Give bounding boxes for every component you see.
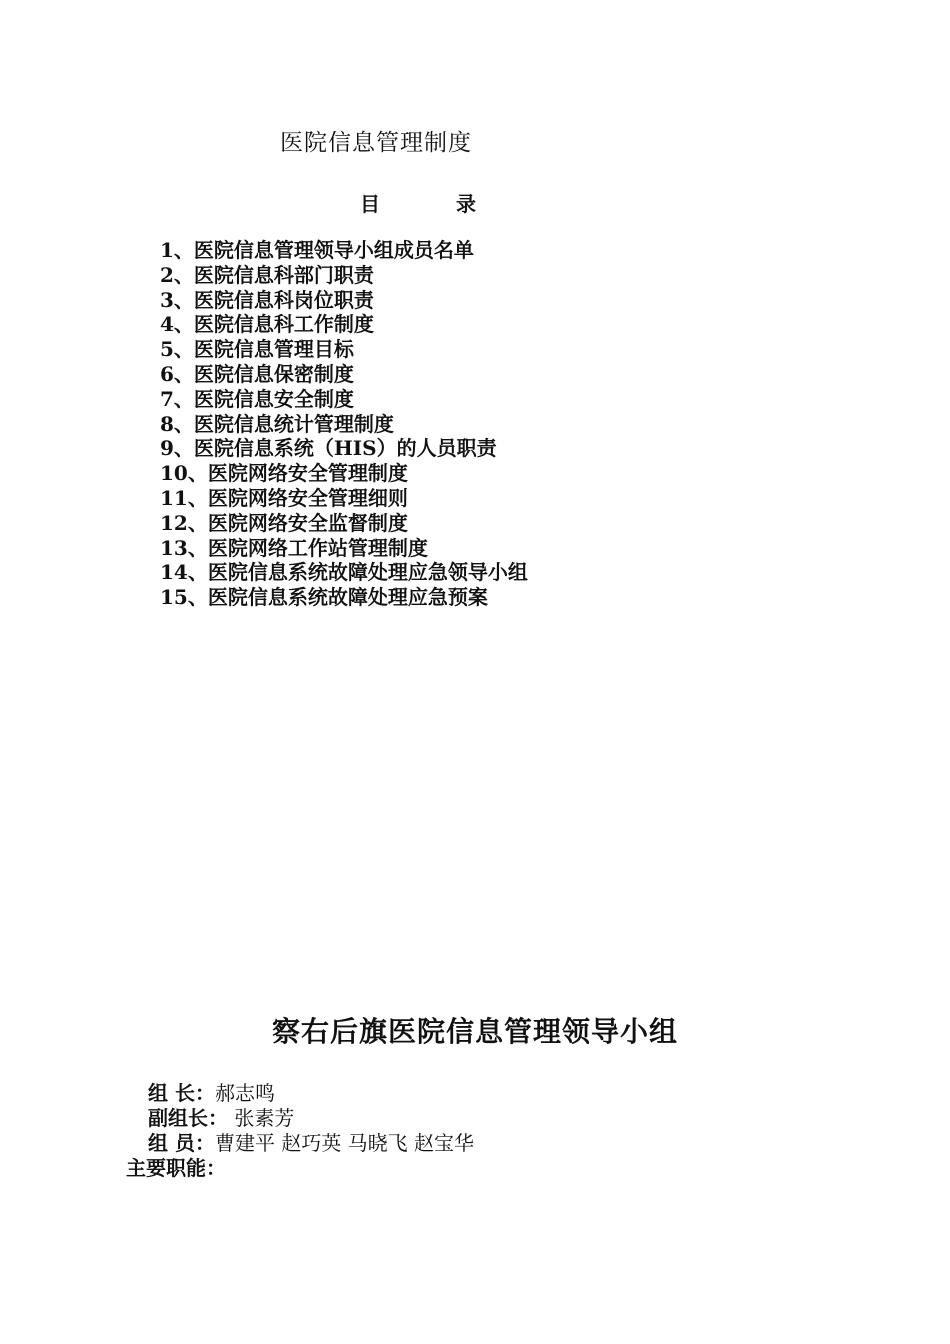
toc-item: 13、医院网络工作站管理制度 bbox=[160, 535, 428, 560]
toc-heading-left: 目 bbox=[360, 192, 380, 216]
toc-item: 11、医院网络安全管理细则 bbox=[160, 485, 408, 510]
toc-item: 2、医院信息科部门职责 bbox=[160, 262, 374, 287]
toc-item: 14、医院信息系统故障处理应急领导小组 bbox=[160, 560, 528, 585]
toc-item: 15、医院信息系统故障处理应急预案 bbox=[160, 585, 488, 610]
leader-row bbox=[148, 1081, 275, 1105]
leader-label: 组 长： bbox=[148, 1081, 215, 1105]
duties-label: 主要职能： bbox=[126, 1156, 226, 1180]
deputy-name: 张素芳 bbox=[228, 1106, 295, 1130]
document-title: 医院信息管理制度 bbox=[280, 130, 472, 156]
group-title: 察右后旗医院信息管理领导小组 bbox=[271, 1015, 678, 1048]
toc-item: 9、医院信息系统（HIS）的人员职责 bbox=[160, 436, 497, 461]
deputy-row bbox=[148, 1106, 294, 1130]
toc-item: 3、医院信息科岗位职责 bbox=[160, 287, 374, 312]
toc-item: 1、医院信息管理领导小组成员名单 bbox=[160, 238, 474, 262]
toc-item: 4、医院信息科工作制度 bbox=[160, 312, 374, 337]
toc-item: 8、医院信息统计管理制度 bbox=[160, 411, 394, 436]
toc-item: 6、医院信息保密制度 bbox=[160, 361, 354, 386]
toc-item: 7、医院信息安全制度 bbox=[160, 386, 354, 411]
members-names: 曹建平 赵巧英 马晓飞 赵宝华 bbox=[214, 1131, 475, 1155]
deputy-label: 副组长： bbox=[148, 1106, 228, 1130]
toc-item: 12、医院网络安全监督制度 bbox=[160, 510, 408, 535]
members-row bbox=[148, 1131, 474, 1155]
toc-list bbox=[160, 238, 528, 610]
toc-heading bbox=[360, 188, 476, 217]
members-label: 组 员： bbox=[148, 1131, 215, 1155]
toc-item: 10、医院网络安全管理制度 bbox=[160, 461, 408, 486]
toc-heading-right: 录 bbox=[456, 192, 476, 216]
toc-item: 5、医院信息管理目标 bbox=[160, 337, 354, 362]
leader-name: 郝志鸣 bbox=[214, 1081, 275, 1105]
